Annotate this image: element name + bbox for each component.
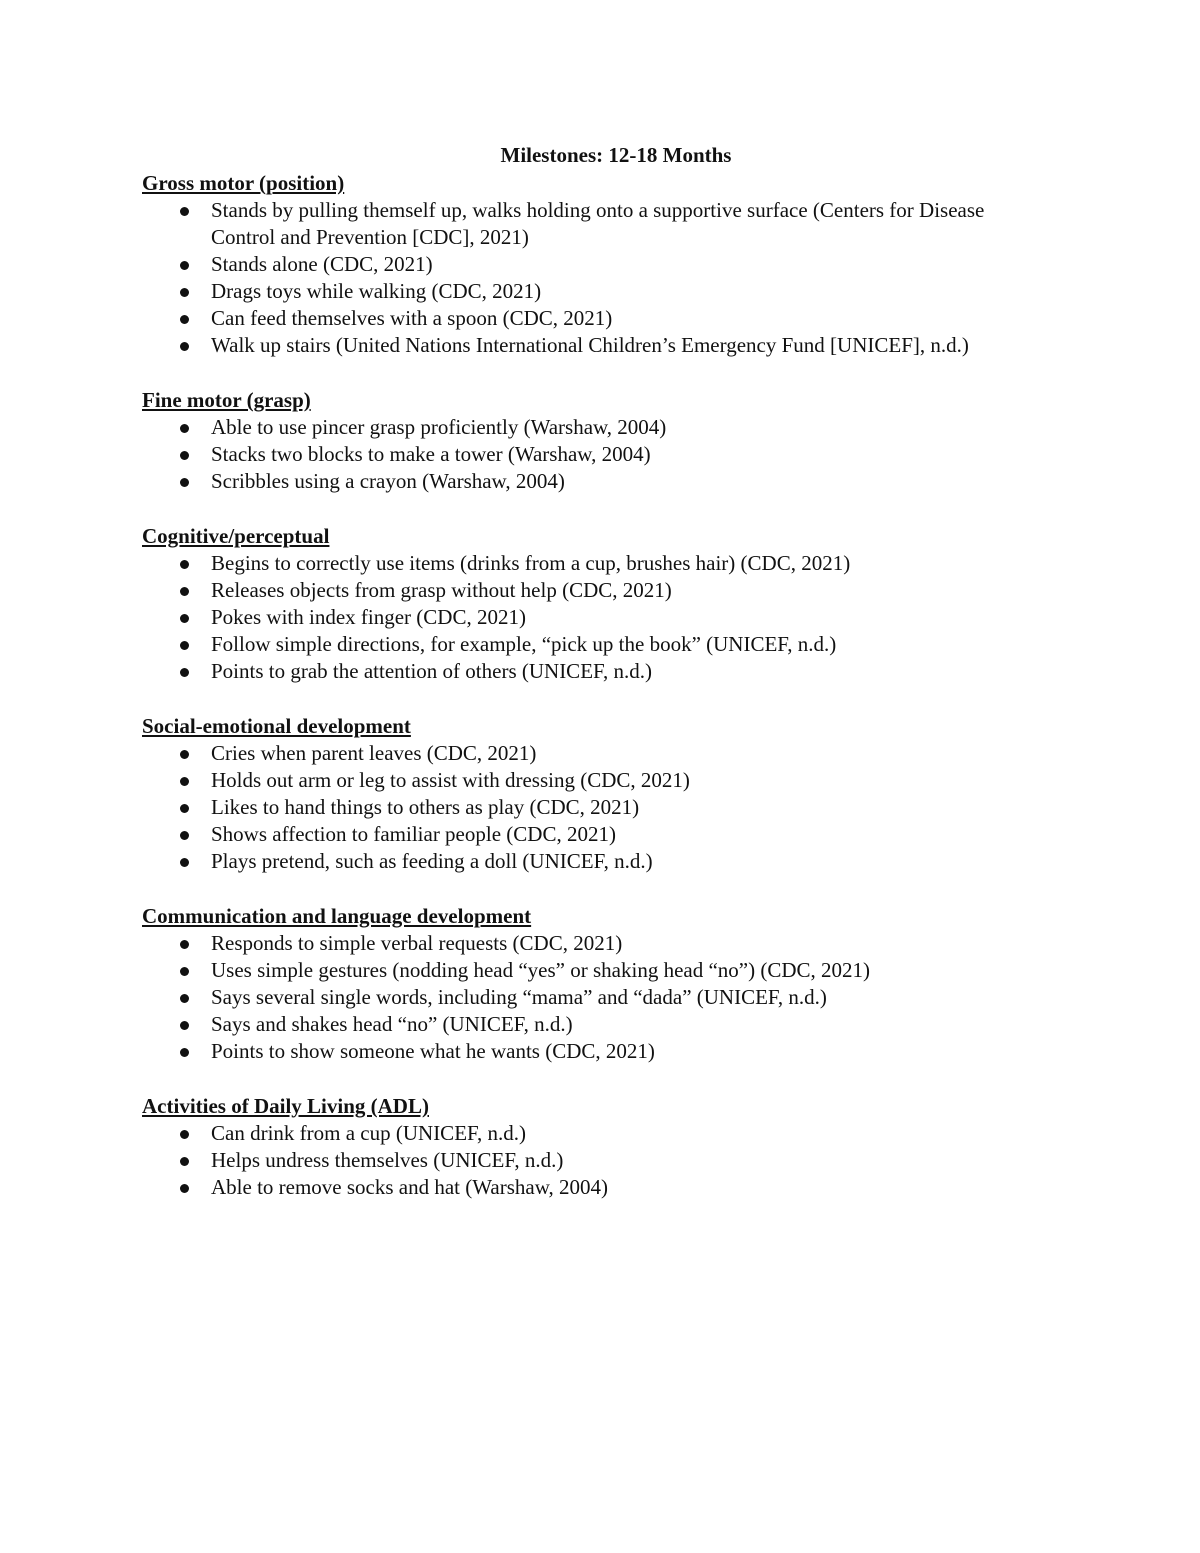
section-heading: Cognitive/perceptual bbox=[142, 524, 330, 548]
section bbox=[142, 903, 1042, 1065]
section-spacer bbox=[142, 875, 1042, 903]
document-page bbox=[142, 142, 1042, 1201]
bullet-icon bbox=[180, 315, 189, 324]
section bbox=[142, 523, 1042, 685]
list-item bbox=[142, 441, 1042, 468]
list-item bbox=[142, 1038, 1042, 1065]
list-item-text: Responds to simple verbal requests (CDC, 2021) bbox=[211, 931, 623, 955]
section bbox=[142, 387, 1042, 495]
section-heading: Social-emotional development bbox=[142, 714, 411, 738]
list-item-text: Can drink from a cup (UNICEF, n.d.) bbox=[211, 1121, 527, 1145]
bullet-icon bbox=[180, 1130, 189, 1139]
list-item-text: Plays pretend, such as feeding a doll (UNICEF, n.d.) bbox=[211, 849, 653, 873]
list-item-text: Begins to correctly use items (drinks from a cup, brushes hair) (CDC, 2021) bbox=[211, 551, 851, 575]
bullet-icon bbox=[180, 614, 189, 623]
bullet-list bbox=[142, 1120, 1042, 1201]
section-spacer bbox=[142, 685, 1042, 713]
list-item bbox=[142, 1174, 1042, 1201]
bullet-icon bbox=[180, 940, 189, 949]
bullet-icon bbox=[180, 994, 189, 1003]
bullet-icon bbox=[180, 261, 189, 270]
list-item bbox=[142, 794, 1042, 821]
list-item-text: Stacks two blocks to make a tower (Warshaw, 2004) bbox=[211, 442, 651, 466]
section bbox=[142, 713, 1042, 875]
bullet-icon bbox=[180, 1157, 189, 1166]
list-item-text: Holds out arm or leg to assist with dressing (CDC, 2021) bbox=[211, 768, 690, 792]
list-item-text: Shows affection to familiar people (CDC, 2021) bbox=[211, 822, 616, 846]
list-item bbox=[142, 848, 1042, 875]
list-item bbox=[142, 468, 1042, 495]
sections-container bbox=[142, 170, 1042, 1201]
list-item bbox=[142, 821, 1042, 848]
list-item bbox=[142, 1147, 1042, 1174]
list-item-text: Cries when parent leaves (CDC, 2021) bbox=[211, 741, 537, 765]
bullet-icon bbox=[180, 1021, 189, 1030]
list-item-text: Stands alone (CDC, 2021) bbox=[211, 252, 433, 276]
bullet-icon bbox=[180, 478, 189, 487]
bullet-icon bbox=[180, 777, 189, 786]
list-item-text: Scribbles using a crayon (Warshaw, 2004) bbox=[211, 469, 565, 493]
list-item-text: Says and shakes head “no” (UNICEF, n.d.) bbox=[211, 1012, 573, 1036]
bullet-icon bbox=[180, 587, 189, 596]
list-item bbox=[142, 930, 1042, 957]
list-item-text: Drags toys while walking (CDC, 2021) bbox=[211, 279, 542, 303]
list-item bbox=[142, 984, 1042, 1011]
list-item bbox=[142, 305, 1042, 332]
bullet-list bbox=[142, 197, 1042, 359]
bullet-list bbox=[142, 740, 1042, 875]
list-item-text: Pokes with index finger (CDC, 2021) bbox=[211, 605, 526, 629]
section-heading: Fine motor (grasp) bbox=[142, 388, 311, 412]
bullet-icon bbox=[180, 424, 189, 433]
list-item-text: Follow simple directions, for example, “pick up the book” (UNICEF, n.d.) bbox=[211, 632, 837, 656]
section bbox=[142, 1093, 1042, 1201]
section-heading: Communication and language development bbox=[142, 904, 532, 928]
list-item bbox=[142, 767, 1042, 794]
bullet-icon bbox=[180, 967, 189, 976]
list-item-text: Can feed themselves with a spoon (CDC, 2021) bbox=[211, 306, 613, 330]
list-item bbox=[142, 631, 1042, 658]
section-heading: Gross motor (position) bbox=[142, 171, 345, 195]
list-item-text: Helps undress themselves (UNICEF, n.d.) bbox=[211, 1148, 564, 1172]
section-spacer bbox=[142, 1065, 1042, 1093]
list-item-text: Stands by pulling themself up, walks holding onto a supportive surface (Centers for Disease Control and Prevention [CDC], 2021) bbox=[211, 198, 985, 249]
bullet-icon bbox=[180, 831, 189, 840]
bullet-list bbox=[142, 930, 1042, 1065]
list-item-text: Releases objects from grasp without help (CDC, 2021) bbox=[211, 578, 672, 602]
bullet-icon bbox=[180, 858, 189, 867]
list-item bbox=[142, 740, 1042, 767]
bullet-icon bbox=[180, 750, 189, 759]
list-item-text: Walk up stairs (United Nations International Children’s Emergency Fund [UNICEF], n.d.) bbox=[211, 333, 969, 357]
list-item bbox=[142, 197, 1042, 251]
list-item-text: Uses simple gestures (nodding head “yes” or shaking head “no”) (CDC, 2021) bbox=[211, 958, 871, 982]
bullet-icon bbox=[180, 804, 189, 813]
list-item bbox=[142, 1011, 1042, 1038]
bullet-icon bbox=[180, 560, 189, 569]
document-title: Milestones: 12-18 Months bbox=[500, 143, 732, 167]
list-item bbox=[142, 1120, 1042, 1147]
list-item bbox=[142, 577, 1042, 604]
bullet-icon bbox=[180, 641, 189, 650]
list-item bbox=[142, 332, 1042, 359]
section-heading: Activities of Daily Living (ADL) bbox=[142, 1094, 429, 1118]
list-item bbox=[142, 957, 1042, 984]
list-item-text: Likes to hand things to others as play (CDC, 2021) bbox=[211, 795, 640, 819]
section bbox=[142, 170, 1042, 359]
section-spacer bbox=[142, 359, 1042, 387]
bullet-icon bbox=[180, 668, 189, 677]
bullet-icon bbox=[180, 207, 189, 216]
list-item-text: Able to use pincer grasp proficiently (Warshaw, 2004) bbox=[211, 415, 667, 439]
list-item bbox=[142, 658, 1042, 685]
list-item bbox=[142, 251, 1042, 278]
list-item-text: Points to show someone what he wants (CDC, 2021) bbox=[211, 1039, 655, 1063]
bullet-icon bbox=[180, 288, 189, 297]
section-spacer bbox=[142, 495, 1042, 523]
list-item bbox=[142, 414, 1042, 441]
list-item bbox=[142, 550, 1042, 577]
bullet-icon bbox=[180, 451, 189, 460]
bullet-list bbox=[142, 414, 1042, 495]
list-item-text: Points to grab the attention of others (UNICEF, n.d.) bbox=[211, 659, 653, 683]
bullet-icon bbox=[180, 342, 189, 351]
list-item bbox=[142, 604, 1042, 631]
bullet-icon bbox=[180, 1184, 189, 1193]
list-item bbox=[142, 278, 1042, 305]
list-item-text: Able to remove socks and hat (Warshaw, 2004) bbox=[211, 1175, 609, 1199]
bullet-list bbox=[142, 550, 1042, 685]
list-item-text: Says several single words, including “mama” and “dada” (UNICEF, n.d.) bbox=[211, 985, 827, 1009]
bullet-icon bbox=[180, 1048, 189, 1057]
